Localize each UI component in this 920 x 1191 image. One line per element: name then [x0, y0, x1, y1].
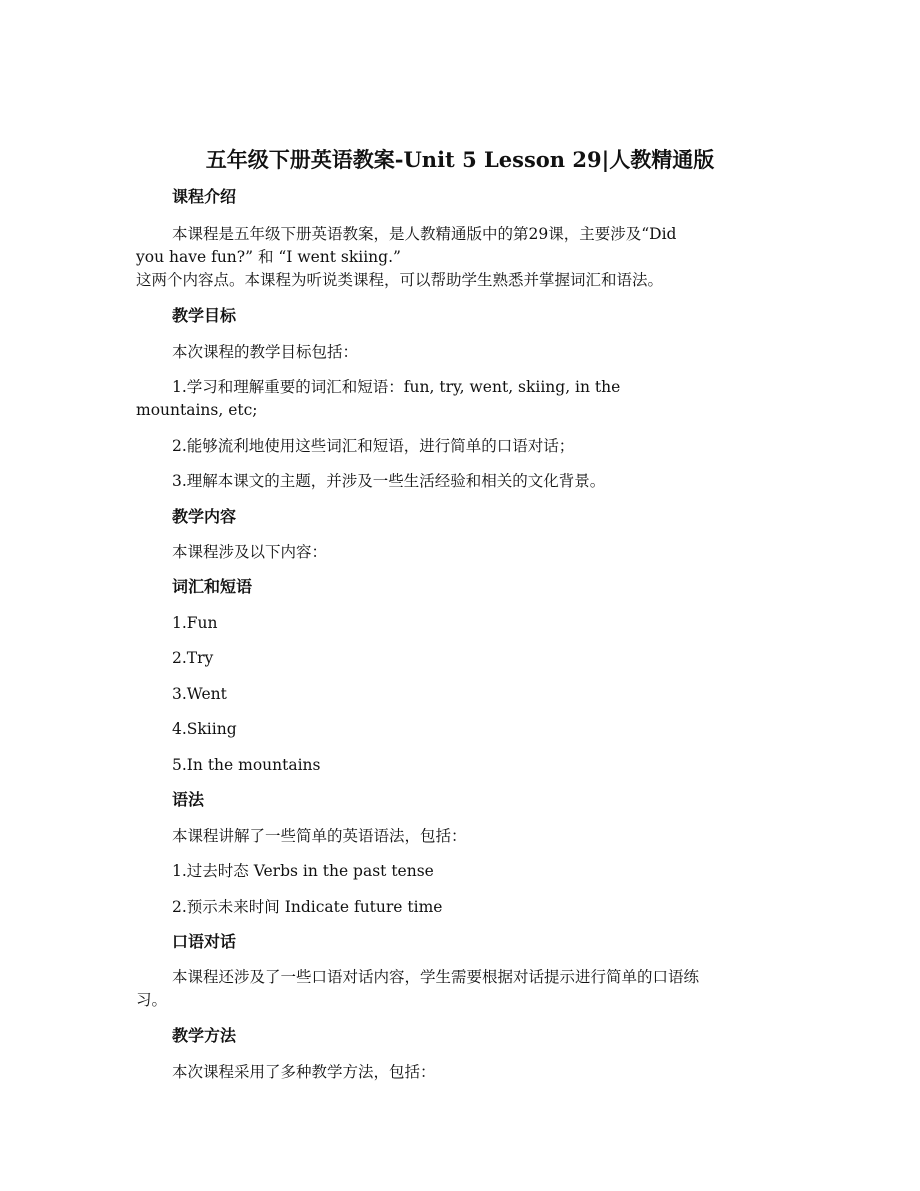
grammar-lead: 本课程讲解了一些简单的英语语法，包括：: [172, 827, 467, 845]
section-heading-goals: 教学目标: [172, 306, 237, 325]
section-heading-intro: 课程介绍: [172, 187, 237, 206]
goals-lead: 本次课程的教学目标包括：: [172, 343, 359, 361]
vocab-item: 2.Try: [172, 649, 214, 667]
methods-lead: 本次课程采用了多种教学方法，包括：: [172, 1063, 436, 1081]
vocab-item: 5.In the mountains: [172, 756, 321, 774]
oral-paragraph-line1: 本课程还涉及了一些口语对话内容，学生需要根据对话提示进行简单的口语练: [172, 968, 700, 986]
document-title: 五年级下册英语教案-Unit 5 Lesson 29|人教精通版: [205, 147, 715, 172]
section-heading-vocab: 词汇和短语: [172, 577, 253, 596]
goals-item-2: 2.能够流利地使用这些词汇和短语，进行简单的口语对话；: [172, 437, 575, 455]
intro-paragraph-line3: 这两个内容点。本课程为听说类课程，可以帮助学生熟悉并掌握词汇和语法。: [136, 271, 664, 289]
oral-paragraph-line2: 习。: [136, 991, 168, 1009]
section-heading-oral: 口语对话: [172, 932, 237, 951]
goals-item-3: 3.理解本课文的主题，并涉及一些生活经验和相关的文化背景。: [172, 472, 606, 490]
intro-paragraph-line1: 本课程是五年级下册英语教案，是人教精通版中的第29课，主要涉及“Did: [172, 225, 677, 243]
grammar-item-2: 2.预示未来时间 Indicate future time: [172, 898, 443, 916]
vocab-item: 1.Fun: [172, 614, 218, 632]
intro-paragraph-line2: you have fun?” 和 “I went skiing.”: [136, 248, 401, 266]
vocab-item: 4.Skiing: [172, 720, 237, 738]
section-heading-grammar: 语法: [172, 790, 205, 809]
goals-item-1-line2: mountains, etc;: [136, 401, 258, 419]
section-heading-methods: 教学方法: [172, 1026, 237, 1045]
grammar-item-1: 1.过去时态 Verbs in the past tense: [172, 862, 434, 880]
goals-item-1-line1: 1.学习和理解重要的词汇和短语：fun, try, went, skiing, in the: [172, 378, 621, 396]
content-lead: 本课程涉及以下内容：: [172, 543, 328, 561]
vocab-item: 3.Went: [172, 685, 227, 703]
section-heading-content: 教学内容: [172, 507, 237, 526]
